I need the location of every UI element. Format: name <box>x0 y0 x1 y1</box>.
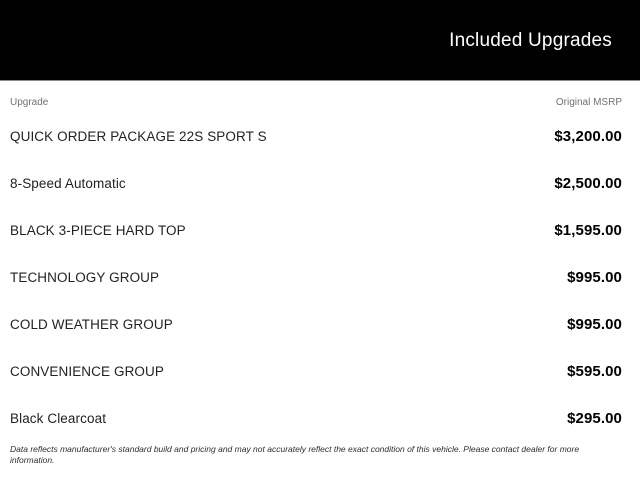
upgrade-msrp: $995.00 <box>567 269 622 286</box>
upgrade-name: CONVENIENCE GROUP <box>10 364 164 379</box>
upgrade-msrp: $595.00 <box>567 363 622 380</box>
upgrade-name: 8-Speed Automatic <box>10 176 126 191</box>
table-row <box>0 207 640 254</box>
upgrade-name: TECHNOLOGY GROUP <box>10 270 160 285</box>
table-row <box>0 113 640 160</box>
upgrade-name: Black Clearcoat <box>10 411 107 426</box>
upgrade-name: BLACK 3-PIECE HARD TOP <box>10 223 186 238</box>
table-row <box>0 348 640 395</box>
table-row <box>0 395 640 442</box>
upgrade-msrp: $2,500.00 <box>554 175 622 192</box>
header <box>0 0 640 81</box>
upgrade-msrp: $3,200.00 <box>554 128 622 145</box>
table-row <box>0 254 640 301</box>
table-row <box>0 301 640 348</box>
table-column-headers <box>0 81 640 109</box>
page-title: Included Upgrades <box>449 29 612 51</box>
upgrade-name: COLD WEATHER GROUP <box>10 317 173 332</box>
upgrade-msrp: $295.00 <box>567 410 622 427</box>
upgrade-msrp: $995.00 <box>567 316 622 333</box>
disclaimer-text: Data reflects manufacturer's standard build and pricing and may not accurately reflect the exact condition of this vehicle. Please contact dealer for more information. <box>10 444 580 465</box>
upgrade-name: QUICK ORDER PACKAGE 22S SPORT S <box>10 129 267 144</box>
column-header-original-msrp: Original MSRP <box>555 97 622 108</box>
upgrades-table <box>0 113 640 442</box>
table-row <box>0 160 640 207</box>
upgrade-msrp: $1,595.00 <box>554 222 622 239</box>
column-header-upgrade: Upgrade <box>10 97 49 108</box>
